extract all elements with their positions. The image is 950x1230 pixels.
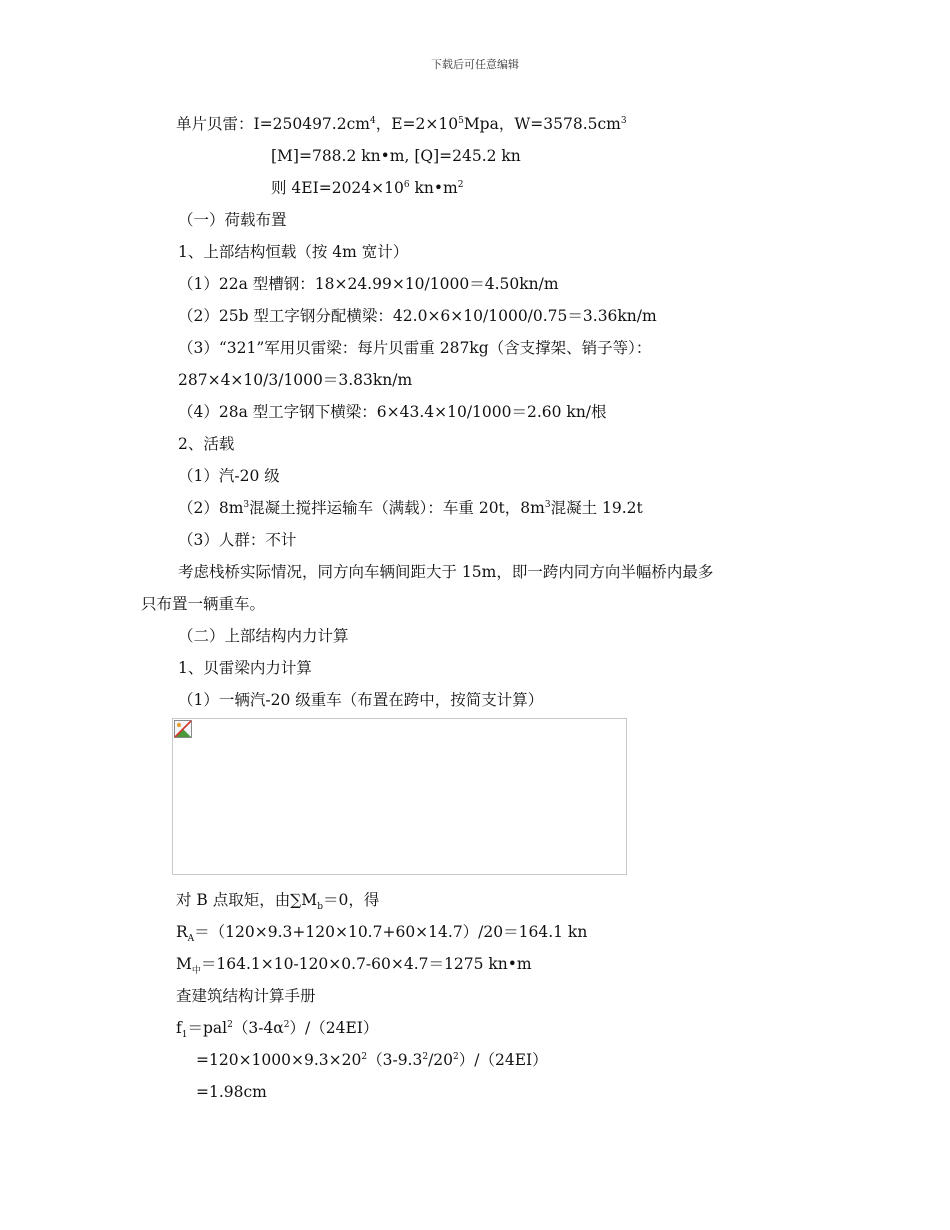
live-load-text: 混凝土 19.2t xyxy=(550,499,643,517)
live-load-heading: 2、活载 xyxy=(178,435,235,453)
formula-text: ）/（24EI） xyxy=(458,1051,548,1069)
exponent: 3 xyxy=(620,115,627,126)
dead-load-item: （3）“321”军用贝雷梁：每片贝雷重 287kg（含支撑架、销子等）： xyxy=(178,339,652,357)
exponent: 2 xyxy=(422,1051,429,1062)
formula-text: （3-4α xyxy=(232,1019,284,1037)
formula-text: ＝pal xyxy=(187,1019,228,1037)
allowable-forces-line: [M]=788.2 kn•m, [Q]=245.2 kn xyxy=(271,147,521,165)
section-heading-internal-forces: （二）上部结构内力计算 xyxy=(178,627,349,645)
exponent: 2 xyxy=(227,1019,233,1030)
subscript: b xyxy=(317,902,323,913)
live-load-text: （2）8m xyxy=(178,499,244,517)
subscript: A xyxy=(187,934,195,945)
moment-of-inertia: I=250497.2cm xyxy=(253,115,370,133)
exponent: 4 xyxy=(369,115,376,126)
exponent: 3 xyxy=(243,499,250,510)
dead-load-item: （2）25b 型工字钢分配横梁：42.0×6×10/1000/0.75＝3.36kn/m xyxy=(178,307,657,325)
exponent: 5 xyxy=(458,115,464,126)
deflection-formula xyxy=(176,1018,379,1041)
moment-text: ＝0，得 xyxy=(322,891,380,909)
live-load-item xyxy=(178,498,643,518)
elastic-modulus: ，E=2×10 xyxy=(375,115,459,133)
formula-text: （3-9.3 xyxy=(367,1051,423,1069)
live-load-text: 混凝土搅拌运输车（满载）：车重 20t，8m xyxy=(249,499,545,517)
formula-text: /20 xyxy=(428,1051,454,1069)
note-paragraph-continued: 只布置一辆重车。 xyxy=(141,595,266,613)
exponent: 2 xyxy=(283,1019,290,1030)
reaction-symbol: R xyxy=(176,923,188,941)
exponent: 2 xyxy=(361,1051,368,1062)
exponent: 6 xyxy=(403,179,410,190)
beam-calc-heading: 1、贝雷梁内力计算 xyxy=(178,659,312,677)
moment-text: ＝164.1×10-120×0.7-60×4.7＝1275 kn•m xyxy=(200,955,532,973)
section-heading-load-layout: （一）荷载布置 xyxy=(178,211,287,229)
formula-text: ）/（24EI） xyxy=(289,1019,379,1037)
exponent: 2 xyxy=(453,1051,459,1062)
reaction-equation xyxy=(176,922,588,945)
live-load-item: （1）汽-20 级 xyxy=(178,467,280,485)
dead-load-item: （1）22a 型槽钢：18×24.99×10/1000＝4.50kn/m xyxy=(178,275,559,293)
subscript: 1 xyxy=(181,1030,188,1041)
page-header: 下载后可任意编辑 xyxy=(431,58,519,71)
moment-equation xyxy=(176,890,380,913)
manual-reference: 查建筑结构计算手册 xyxy=(176,987,316,1005)
stiffness-line xyxy=(271,178,464,198)
dead-load-heading: 1、上部结构恒载（按 4m 宽计） xyxy=(178,243,409,261)
bailey-properties-line xyxy=(176,114,627,134)
stiffness-unit: kn•m xyxy=(409,179,458,197)
deflection-result: =1.98cm xyxy=(196,1083,267,1101)
moment-symbol: M xyxy=(176,955,192,973)
reaction-text: ＝（120×9.3+120×10.7+60×14.7）/20＝164.1 kn xyxy=(194,923,588,941)
midspan-moment-equation xyxy=(176,954,532,977)
load-case-heading: （1）一辆汽-20 级重车（布置在跨中，按简支计算） xyxy=(178,691,544,709)
subscript: 中 xyxy=(191,966,201,977)
exponent: 3 xyxy=(544,499,551,510)
dead-load-item: （4）28a 型工字钢下横梁：6×43.4×10/1000＝2.60 kn/根 xyxy=(178,403,607,421)
load-diagram-figure xyxy=(172,718,627,875)
formula-text: =120×1000×9.3×20 xyxy=(196,1051,362,1069)
deflection-symbol: f xyxy=(176,1019,182,1037)
moment-text: 对 B 点取矩，由∑M xyxy=(176,891,318,909)
exponent: 2 xyxy=(457,179,464,190)
deflection-substitution xyxy=(196,1050,548,1070)
broken-image-icon xyxy=(174,720,192,738)
bailey-title: 单片贝雷： xyxy=(176,115,254,133)
note-paragraph: 考虑栈桥实际情况，同方向车辆间距大于 15m，即一跨内同方向半幅桥内最多 xyxy=(178,563,714,581)
dead-load-item-continued: 287×4×10/3/1000＝3.83kn/m xyxy=(178,371,413,389)
live-load-item: （3）人群：不计 xyxy=(178,531,297,549)
section-modulus: Mpa，W=3578.5cm xyxy=(463,115,621,133)
stiffness-text: 则 4EI=2024×10 xyxy=(271,179,404,197)
